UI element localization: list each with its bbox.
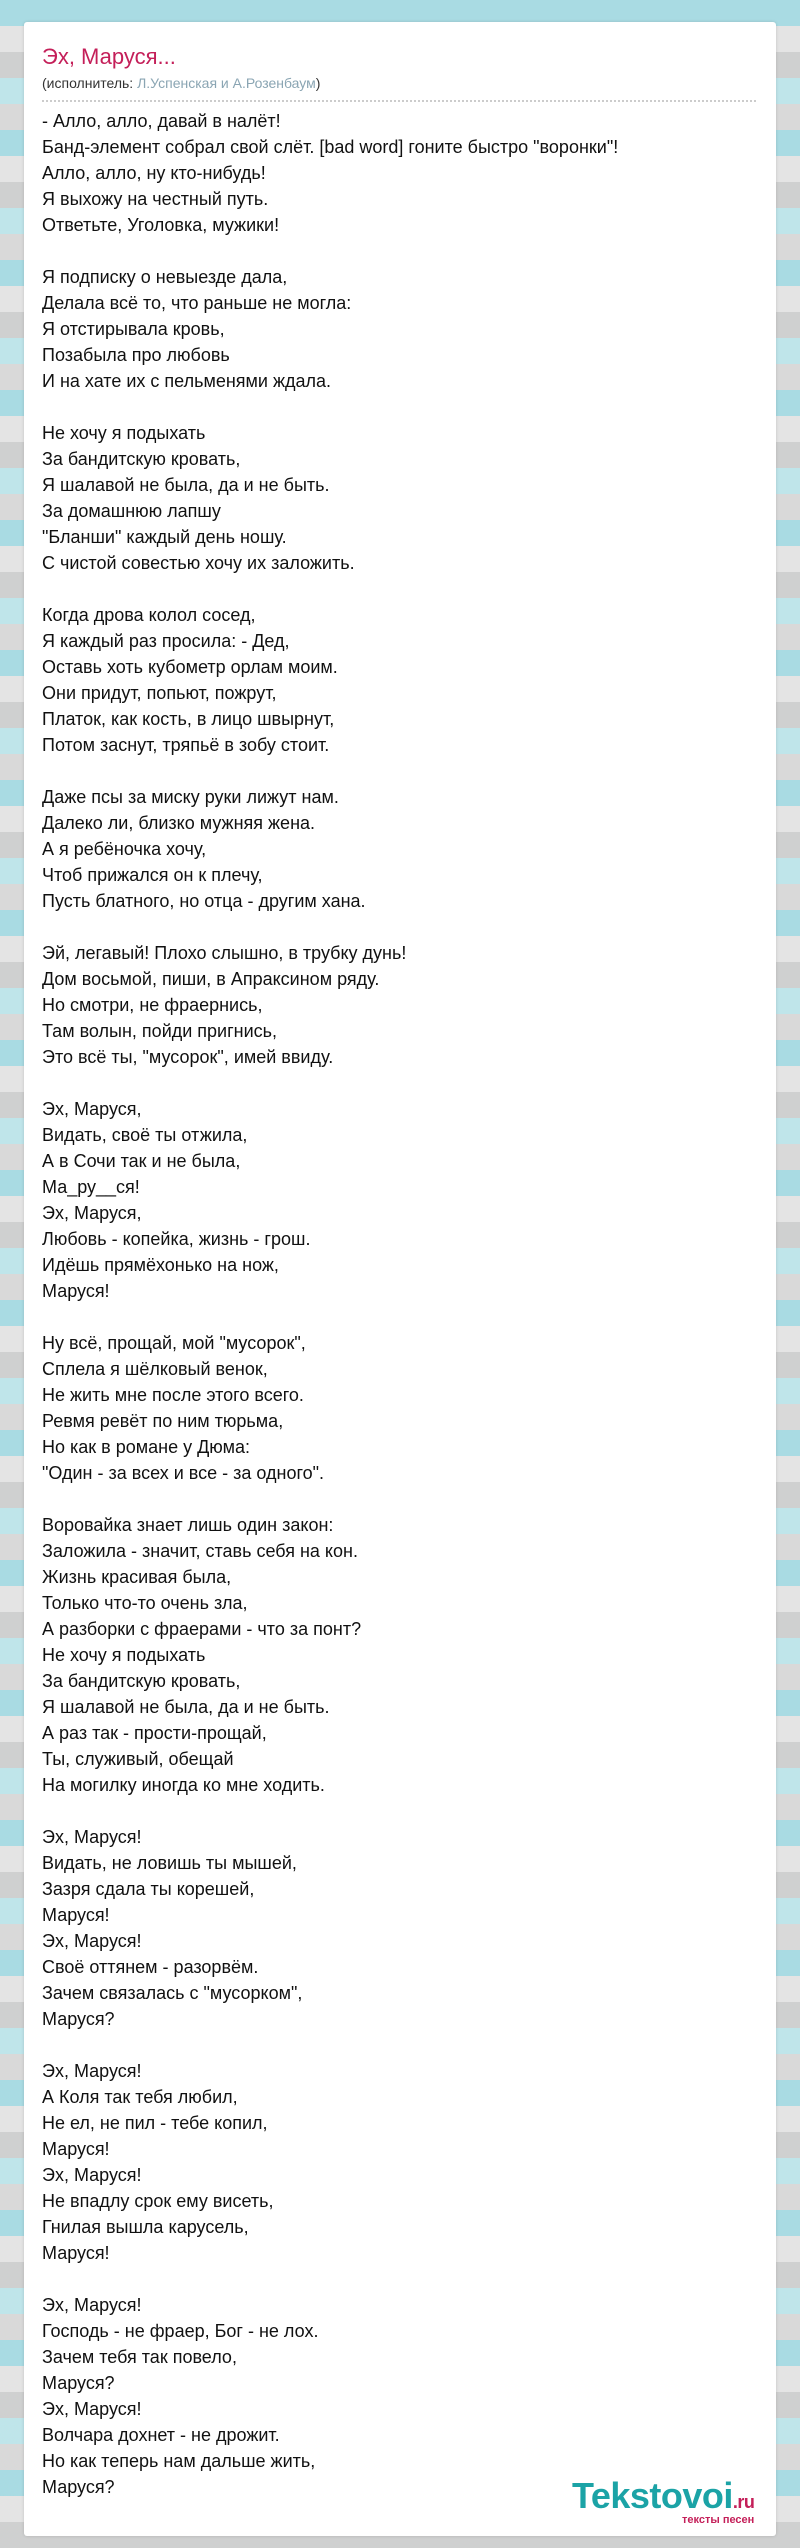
lyric-line: Зазря сдала ты корешей, [42,1879,255,1899]
lyric-line: Маруся? [42,2477,115,2497]
song-title: Эх, Маруся... [42,44,176,69]
lyric-line: Маруся! [42,1905,110,1925]
lyric-line: Но как теперь нам дальше жить, [42,2451,316,2471]
lyric-line: "Бланши" каждый день ношу. [42,527,287,547]
lyric-line: Маруся! [42,1281,110,1301]
lyric-line: Эх, Маруся! [42,2295,142,2315]
lyric-line: Заложила - значит, ставь себя на кон. [42,1541,358,1561]
lyric-line: Это всё ты, "мусорок", имей ввиду. [42,1047,334,1067]
lyric-line: Эй, легавый! Плохо слышно, в трубку дунь! [42,943,407,963]
stanza-gap [42,914,762,940]
lyric-line: Я подписку о невыезде дала, [42,267,288,287]
lyric-line: Жизнь красивая была, [42,1567,232,1587]
lyric-line: Когда дрова колол сосед, [42,605,256,625]
lyric-line: Эх, Маруся! [42,2165,142,2185]
lyric-line: Маруся! [42,2139,110,2159]
lyric-line: - Алло, алло, давай в налёт! [42,111,281,131]
lyric-line: А раз так - прости-прощай, [42,1723,267,1743]
lyric-line: Маруся? [42,2009,115,2029]
stanza-gap [42,2266,762,2292]
lyric-line: А в Сочи так и не была, [42,1151,241,1171]
logo-tagline: тексты песен [682,2514,755,2526]
lyric-line: Ревмя ревёт по ним тюрьма, [42,1411,284,1431]
lyric-line: Я шалавой не была, да и не быть. [42,1697,330,1717]
lyric-line: Там волын, пойди пригнись, [42,1021,278,1041]
stanza-gap [42,1798,762,1824]
lyric-line: Они придут, попьют, пожрут, [42,683,277,703]
lyric-line: Я отстирывала кровь, [42,319,225,339]
lyric-line: А разборки с фраерами - что за понт? [42,1619,362,1639]
lyric-line: Позабыла про любовь [42,345,230,365]
lyric-line: Ма_ру__ся! [42,1177,140,1197]
lyric-line: Чтоб прижался он к плечу, [42,865,263,885]
stanza-gap [42,1070,762,1096]
lyric-line: Волчара дохнет - не дрожит. [42,2425,280,2445]
lyric-line: А я ребёночка хочу, [42,839,207,859]
stanza-gap [42,238,762,264]
stanza-gap [42,576,762,602]
lyric-line: Пусть блатного, но отца - другим хана. [42,891,366,911]
lyric-line: Маруся? [42,2373,115,2393]
lyric-line: А Коля так тебя любил, [42,2087,238,2107]
lyric-line: "Один - за всех и все - за одного". [42,1463,325,1483]
lyric-line: Сплела я шёлковый венок, [42,1359,268,1379]
lyric-line: Банд-элемент собрал свой слёт. [bad word] гоните быстро "воронки"! [42,137,619,157]
lyric-line: Не ел, не пил - тебе копил, [42,2113,268,2133]
lyric-line: Эх, Маруся! [42,1931,142,1951]
lyric-line: Гнилая вышла карусель, [42,2217,249,2237]
lyric-line: Идёшь прямёхонько на нож, [42,1255,279,1275]
lyric-line: Господь - не фраер, Бог - не лох. [42,2321,319,2341]
title-divider [42,100,756,102]
lyric-line: Эх, Маруся! [42,1827,142,1847]
lyric-line: Своё оттянем - разорвём. [42,1957,259,1977]
lyrics-card [24,22,776,2536]
lyric-line: Эх, Маруся, [42,1203,142,1223]
stanza-gap [42,758,762,784]
performer-line [42,74,320,92]
lyric-line: Не хочу я подыхать [42,1645,206,1665]
lyric-line: Ну всё, прощай, мой "мусорок", [42,1333,306,1353]
lyric-line: Я выхожу на честный путь. [42,189,269,209]
lyric-line: За бандитскую кровать, [42,449,241,469]
lyric-line: Эх, Маруся! [42,2399,142,2419]
lyric-line: Только что-то очень зла, [42,1593,248,1613]
lyric-line: Ответьте, Уголовка, мужики! [42,215,280,235]
stanza-gap [42,2032,762,2058]
logo-name: Tekstovoi [572,2475,733,2516]
lyric-line: Далеко ли, близко мужняя жена. [42,813,316,833]
lyric-line: Делала всё то, что раньше не могла: [42,293,352,313]
site-logo[interactable] [572,2476,768,2532]
lyric-line: Любовь - копейка, жизнь - грош. [42,1229,311,1249]
lyric-line: Дом восьмой, пиши, в Апраксином ряду. [42,969,380,989]
lyric-line: За домашнюю лапшу [42,501,221,521]
lyric-line: Не жить мне после этого всего. [42,1385,304,1405]
stanza-gap [42,394,762,420]
performer-prefix: (исполнитель: [42,75,138,91]
stanza-gap [42,1486,762,1512]
lyric-line: Воровайка знает лишь один закон: [42,1515,334,1535]
lyric-line: За бандитскую кровать, [42,1671,241,1691]
lyric-line: На могилку иногда ко мне ходить. [42,1775,325,1795]
lyric-line: Даже псы за миску руки лижут нам. [42,787,339,807]
lyric-line: Эх, Маруся, [42,1099,142,1119]
performer-suffix: ) [315,75,321,91]
lyric-line: Не впадлу срок ему висеть, [42,2191,274,2211]
lyric-line: Я каждый раз просила: - Дед, [42,631,290,651]
lyric-line: Но как в романе у Дюма: [42,1437,250,1457]
lyric-line: Ты, служивый, обещай [42,1749,234,1769]
lyric-line: Маруся! [42,2243,110,2263]
lyric-line: Потом заснут, тряпьё в зобу стоит. [42,735,330,755]
lyric-line: Видать, не ловишь ты мышей, [42,1853,297,1873]
performer-link[interactable]: Л.Успенская и А.Розенбаум [137,75,316,91]
lyric-line: Зачем тебя так повело, [42,2347,237,2367]
lyric-line: С чистой совестью хочу их заложить. [42,553,355,573]
lyric-line: Но смотри, не фраернись, [42,995,263,1015]
lyric-line: Я шалавой не была, да и не быть. [42,475,330,495]
lyric-line: Алло, алло, ну кто-нибудь! [42,163,266,183]
lyric-line: Зачем связалась с "мусорком", [42,1983,303,2003]
stanza-gap [42,1304,762,1330]
lyric-line: Платок, как кость, в лицо швырнут, [42,709,335,729]
lyric-line: Не хочу я подыхать [42,423,206,443]
lyrics-text [42,108,762,2500]
lyric-line: Видать, своё ты отжила, [42,1125,248,1145]
lyric-line: Оставь хоть кубометр орлам моим. [42,657,338,677]
lyric-line: Эх, Маруся! [42,2061,142,2081]
logo-tld: .ru [732,2492,755,2512]
lyric-line: И на хате их с пельменями ждала. [42,371,332,391]
